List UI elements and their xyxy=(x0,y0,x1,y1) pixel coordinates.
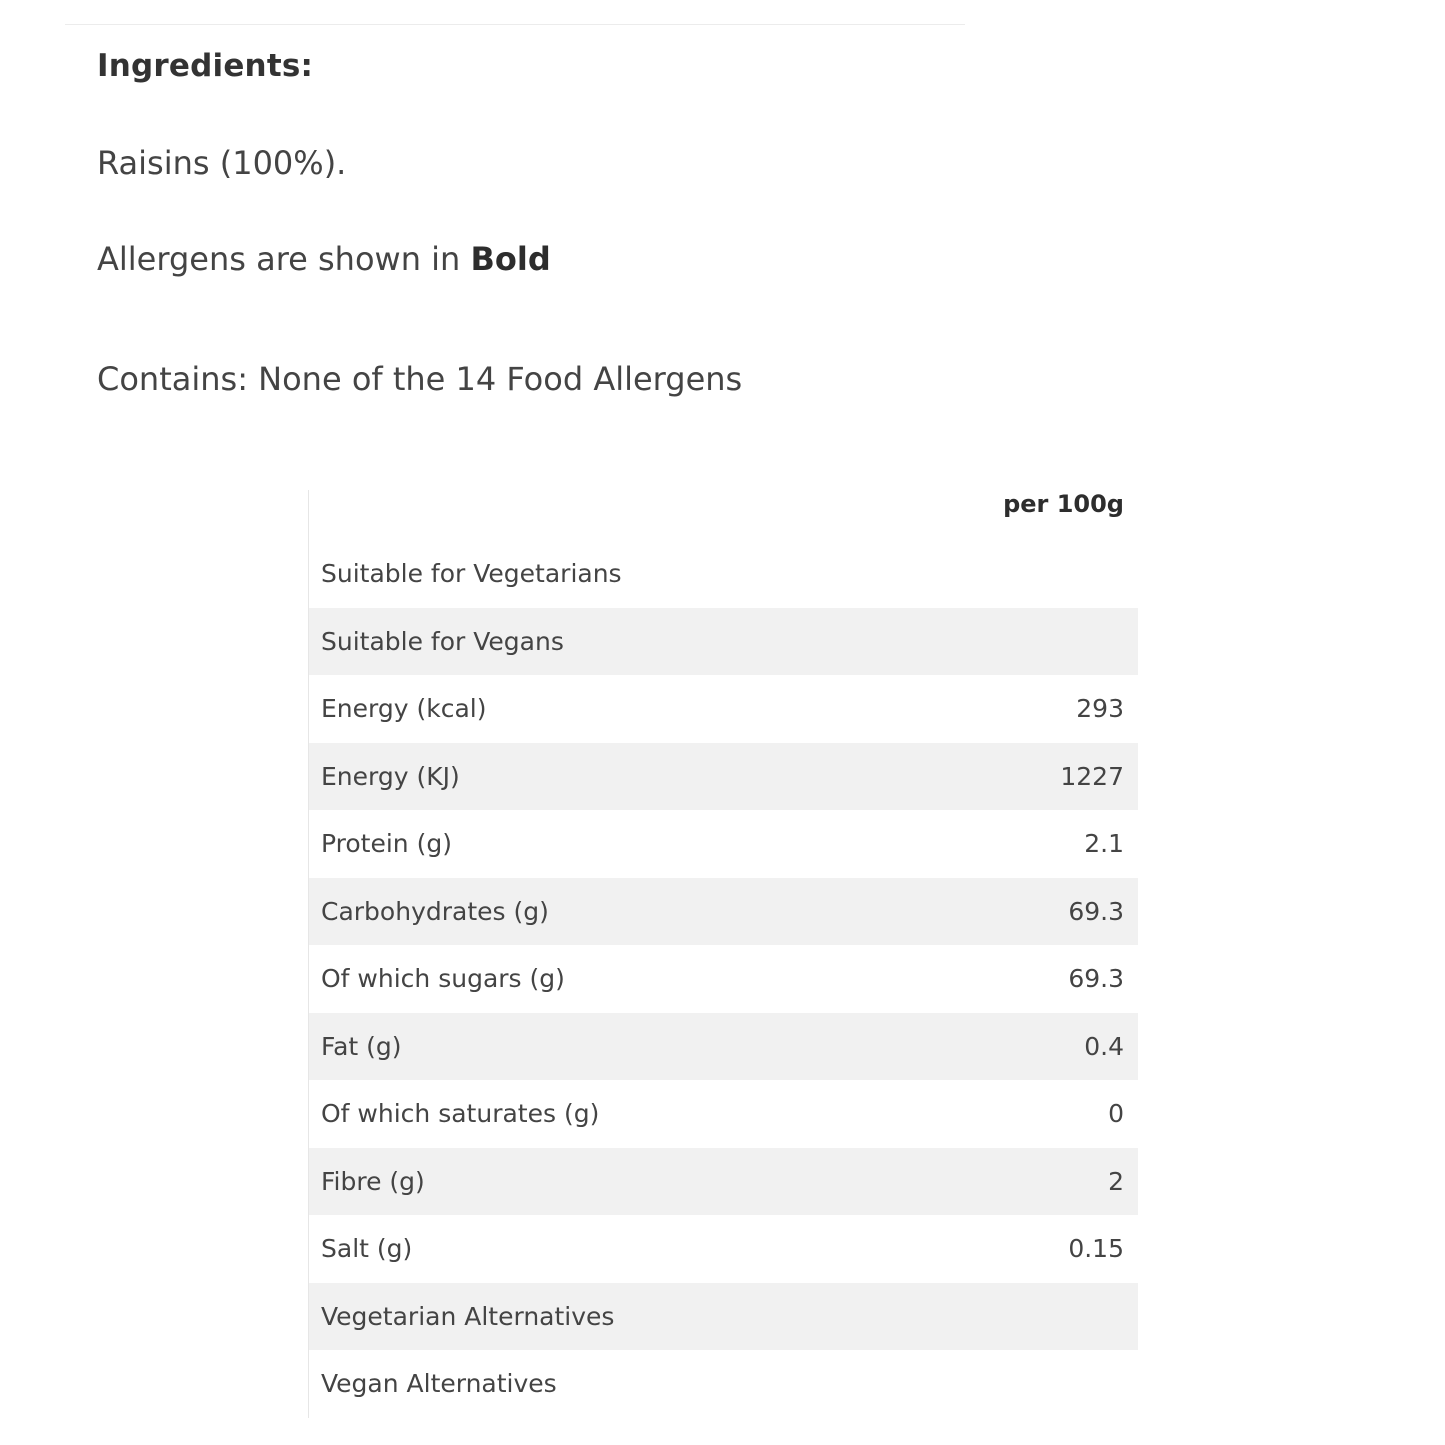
row-label: Fat (g) xyxy=(321,1031,402,1061)
nutrition-row-fibre xyxy=(309,1148,1138,1216)
row-label: Energy (kcal) xyxy=(321,694,487,724)
nutrition-row-fat xyxy=(309,1013,1138,1081)
row-value: 293 xyxy=(1076,694,1124,724)
allergen-contains: Contains: None of the 14 Food Allergens xyxy=(97,360,743,398)
nutrition-table xyxy=(308,490,1138,1418)
row-value: 0.15 xyxy=(1068,1234,1124,1264)
row-value: 69.3 xyxy=(1068,896,1124,926)
row-value: 1227 xyxy=(1060,761,1124,791)
row-label: Vegetarian Alternatives xyxy=(321,1301,615,1331)
row-label: Carbohydrates (g) xyxy=(321,896,549,926)
row-label: Of which sugars (g) xyxy=(321,964,565,994)
nutrition-row-suitable-vegans xyxy=(309,608,1138,676)
allergen-note-bold: Bold xyxy=(470,240,551,278)
nutrition-row-salt xyxy=(309,1215,1138,1283)
nutrition-row-energy-kj xyxy=(309,743,1138,811)
nutrition-row-sugars xyxy=(309,945,1138,1013)
row-label: Protein (g) xyxy=(321,829,452,859)
row-value: 2.1 xyxy=(1084,829,1124,859)
section-divider xyxy=(65,24,965,25)
row-value: 0.4 xyxy=(1084,1031,1124,1061)
row-label: Of which saturates (g) xyxy=(321,1099,600,1129)
ingredients-heading: Ingredients: xyxy=(97,48,314,84)
nutrition-row-protein xyxy=(309,810,1138,878)
nutrition-table-header xyxy=(309,490,1138,540)
allergen-note xyxy=(97,240,551,278)
row-label: Salt (g) xyxy=(321,1234,413,1264)
row-value: 0 xyxy=(1108,1099,1124,1129)
row-value: 2 xyxy=(1108,1166,1124,1196)
row-label: Energy (KJ) xyxy=(321,761,460,791)
nutrition-row-carbohydrates xyxy=(309,878,1138,946)
allergen-note-prefix: Allergens are shown in xyxy=(97,240,471,278)
ingredients-text: Raisins (100%). xyxy=(97,144,347,182)
nutrition-row-energy-kcal xyxy=(309,675,1138,743)
nutrition-row-vegetarian-alternatives xyxy=(309,1283,1138,1351)
row-label: Suitable for Vegetarians xyxy=(321,559,622,589)
row-label: Suitable for Vegans xyxy=(321,626,564,656)
nutrition-row-suitable-vegetarians xyxy=(309,540,1138,608)
row-label: Fibre (g) xyxy=(321,1166,425,1196)
row-label: Vegan Alternatives xyxy=(321,1369,557,1399)
per-100g-header: per 100g xyxy=(1003,490,1124,518)
nutrition-row-vegan-alternatives xyxy=(309,1350,1138,1418)
row-value: 69.3 xyxy=(1068,964,1124,994)
nutrition-row-saturates xyxy=(309,1080,1138,1148)
